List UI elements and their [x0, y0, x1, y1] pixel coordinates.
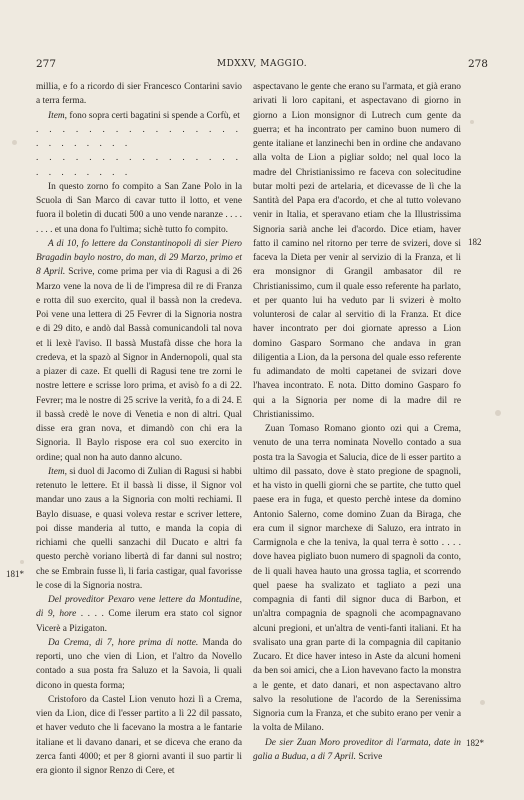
- left-column-paragraph: A di 10, fo lettere da Constantinopoli di sier Piero Bragadin baylo nostro, do man, di 29 Marzo, primo et 8 April. Scrive, come prima per via di Ragusi a di 26 Marzo vene la nova de li de l'impresa dil re di Franza e rotta dil suo exercito, qual il bassà non la credeva. Poi vene una lettera di 25 Fevrer di la Signoria nostra e di 29 dito, e andò dal Bassà comunicandoli tal nova et li lexè l'aviso. Il bassà Mustafà disse che hora la credeva, et la spazò al Signor in Andernopoli, qual sta a piazer di caze. Et quelli di Ragusi tene tre zorni le nostre lettere e scrisse loro prima, et avisò fo a di 22. Fevrer; ma le nostre di 25 scrive la verità, fo a di 24. E il bassà credè le nove di Venetia e non di altri. Qual disse era gran nova, et dimandò con chi era la Signoria. Il Baylo rispose era col suo exercito in ordine; qual non ha auto danno alcuno.: [36, 238, 242, 463]
- left-column-paragraph: In questo zorno fo compito a San Zane Polo in la Scuola di San Marco di cavar tutto il lotto, et vene fuora il boletin di ducati 500 a uno vende naranze . . . . . . . . et una dona fo l'ultima; sichè tutto fo compito.: [36, 181, 242, 235]
- left-column: [36, 80, 242, 778]
- running-header: [36, 58, 488, 70]
- paper-stain: [470, 120, 474, 124]
- paper-stain: [480, 700, 485, 705]
- left-column-paragraph: Da Crema, di 7, hore prima di notte. Manda do reporti, uno che vien di Lion, et l'altro da Novello contado a sua posta fra Saluzo et la Savoia, li quali dicono in questa forma;: [36, 637, 242, 691]
- margin-note-right-bottom: 182*: [466, 738, 484, 748]
- left-column-paragraph: . . . . . . . . . . . . . . . . . . . . . . . .: [36, 153, 242, 178]
- right-column: [253, 80, 461, 764]
- paper-stain: [495, 410, 501, 416]
- right-column-paragraph: De sier Zuan Moro proveditor di l'armata, date in galia a Budua, a di 7 April. Scrive: [253, 737, 461, 762]
- margin-note-left: 181*: [6, 569, 24, 579]
- running-title: MDXXV, MAGGIO.: [216, 59, 308, 69]
- left-column-paragraph: millia, e fo a ricordo di sier Francesco Contarini savio a terra ferma.: [36, 82, 242, 107]
- left-column-paragraph: Cristoforo da Castel Lion venuto hozi lì a Crema, vien da Lion, dice di l'esser partito a lì 22 dil passato, et haver veduto che li facevano la mostra a le fantarie italiane et li davano danari, et se diceva che erano da zerca fanti 4000; et per 8 giorni avanti il suo partir li era gionto il signor Renzo di Cere, et: [36, 694, 242, 776]
- left-column-paragraph: Del proveditor Pexaro vene lettere da Montudine, di 9, hore . . . . Come ilerum era stato col signor Vicerè a Pizigaton.: [36, 595, 242, 634]
- left-column-paragraph: Item, si duol di Jacomo di Zulian di Ragusi si habbi retenuto le lettere. Et il bassà li disse, il Signor vol mandar uno zaus a la Signoria con molti rechiami. Il Baylo disuase, e quasi voleva restar e scriver lettere, poi disse manderia al tutto, e manda la copia di richiami che quelli sanzachi dil Ducato e altri fa questo perchè voriano libertà di far danni sul nostro; che se Embrain fusse lì, li faria castigar, qual favorisse le cose di la Signoria nostra.: [36, 466, 242, 591]
- right-page-number: 278: [467, 58, 488, 70]
- right-column-paragraph: Zuan Tomaso Romano gionto ozi qui a Crema, venuto de una terra nominata Novello contado a sua posta tra la Savogia et Salucia, dice de li esser partito a ultimo dil passato, dove è stato pregione de spagnoli, et ha visto in quelli giorni che se partite, che tutto quel paese era in fuga, et questo perchè intese da domino Antonio Salerno, come domino Zuan da Biraga, che era cum il signor marchexe di Saluzo, era intrato in Carmignola e che la teniva, la qual terra è sotto . . . . dove havea pigliato buon numero di spagnoli da conto, de li quali havea hauto una grossa taglia, et scorrendo quel paese ha svalizato et tagliato a pezi una compagnia di fanti dil signor duca di Barbon, et un'altra compagnia de spagnoli che acompagnavano alcuni pregioni, et un'altra de venti-fanti italiani. Et ha svalisato una gran parte di la compagnia dil capitanio Zucaro. Et dice haver inteso in Aste da alcuni homeni da ben soi amici, che a Lion havevano facto la monstra a le gente, et dato danari, et non aspectavano altro salvo la resolutione de l'acordo de la Serenissima Signoria cum la Franza, et che subito erano per venir a la volta de Milano.: [253, 424, 461, 734]
- margin-note-right-top: 182: [468, 237, 482, 247]
- paper-stain: [12, 140, 17, 145]
- paper-stain: [20, 560, 24, 564]
- right-column-paragraph: aspectavano le gente che erano su l'armata, et già erano arivati li loro capitani, et aspectavano di giorno in giorno a Lion monsignor di Lutrech cum gente da guerra; et ha incontrato per camino buon numero di gente italiane et lanzinechi ben in ordine che andavano alla volta de Lion a pigliar soldo; nel qual loco la madre del Christianissimo re faceva con solecitudine butar molti pezi de artelaria, et dicevasse de lì che la Santità del Papa era d'acordo, et che al tutto volevano venir in Italia, et speravano etiam che la Illustrissima Signoria sarià anche lei d'acordo. Dice etiam, haver fatto il camino nel ritorno per terre de svizeri, dove si faceva la Dieta per venir al servizio di la Franza, et li era monsignor di Grangil ambasator dil re Christianissimo, cum il quale esso referente ha parlato, et per quanto lui ha veduto par li svizeri è molto volunterosi de calar al servitio di la Franza. Et dice haver incontrato per doi giornate apresso a Lion domino Gasparo Sormano che andava in gran diligentia a Lion, da la persona del quale esso referente fu adimandato de molti capetanei de svizari dove l'havea incontrato. E nota. Ditto domino Gasparo fo qui a la Signoria per nome di la madre dil re Christianissimo.: [253, 82, 461, 420]
- left-column-paragraph: Item, fono sopra certi bagatini si spende a Corfù, et: [48, 110, 240, 121]
- left-page-number: 277: [36, 58, 57, 70]
- left-column-paragraph: . . . . . . . . . . . . . . . . . . . . . . . .: [36, 124, 242, 149]
